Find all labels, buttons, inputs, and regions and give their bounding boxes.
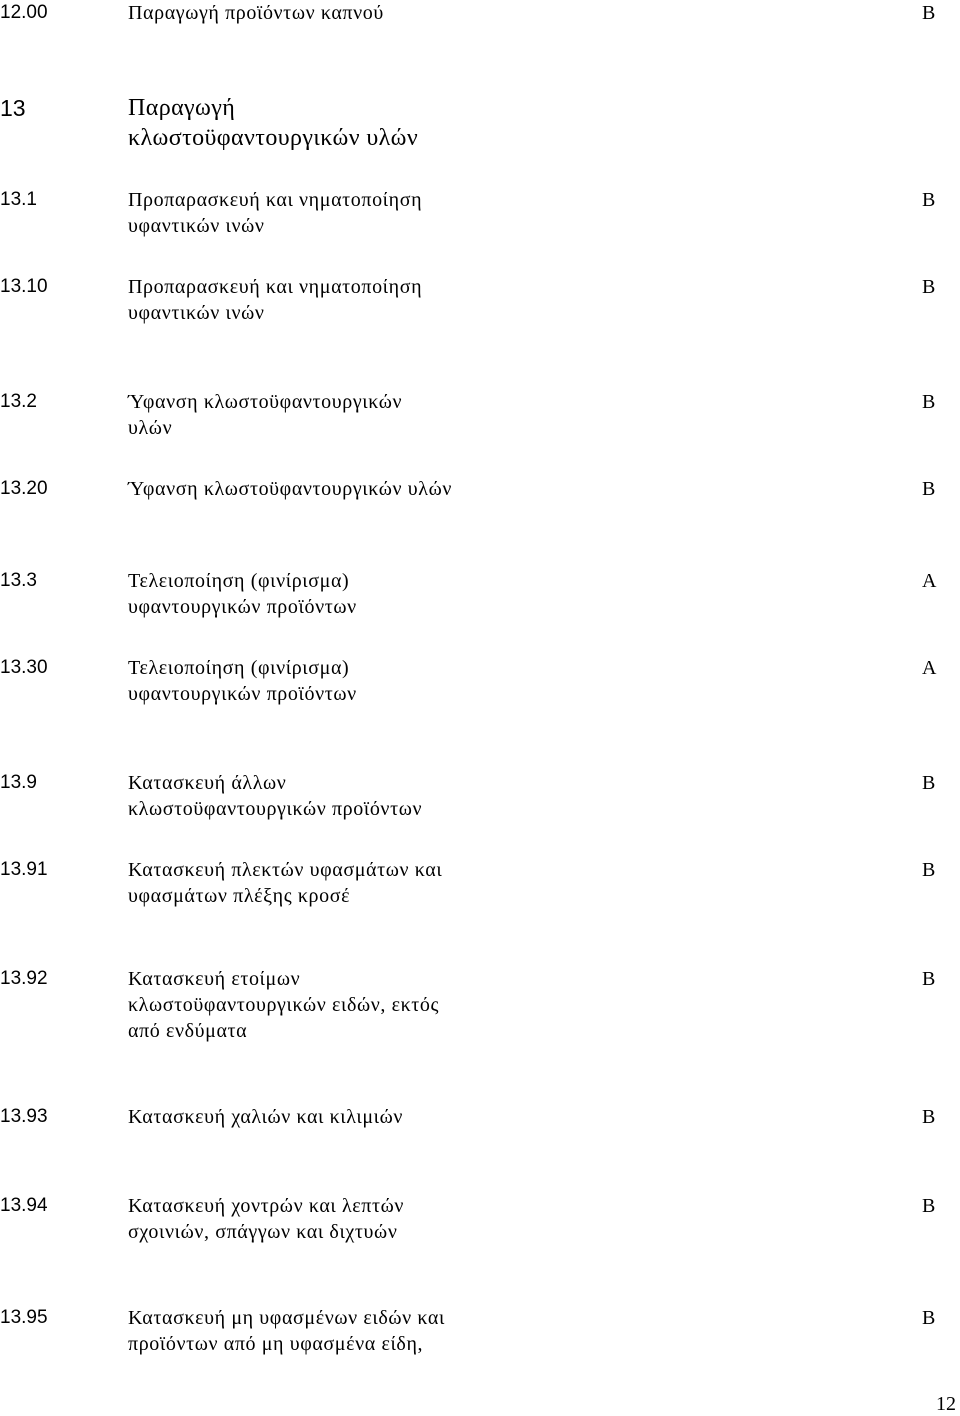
entry-description <box>128 187 508 239</box>
entry-description <box>128 389 508 441</box>
entry-code: 13.91 <box>0 859 48 880</box>
entry-description <box>128 857 508 909</box>
description-line: Κατασκευή ετοίμων <box>128 968 301 990</box>
entry-code: 13.2 <box>0 391 37 412</box>
description-line: Προπαρασκευή και νηματοποίηση <box>128 276 423 298</box>
entry-code: 13.3 <box>0 570 37 591</box>
description-line: Προπαρασκευή και νηματοποίηση <box>128 189 423 211</box>
description-line: Κατασκευή χαλιών και κιλιμιών <box>128 1106 404 1128</box>
entry-grade: Β <box>922 391 936 413</box>
description-line: υφαντουργικών προϊόντων <box>128 596 357 618</box>
entry-description <box>128 770 508 822</box>
description-line: υλών <box>128 417 173 439</box>
entry-code: 12.00 <box>0 2 48 23</box>
entry-grade: Β <box>922 189 936 211</box>
description-line: υφαντικών ινών <box>128 215 265 237</box>
entry-code: 13.30 <box>0 657 48 678</box>
entry-grade: Β <box>922 1195 936 1217</box>
entry-description <box>128 966 508 1044</box>
entry-description <box>128 568 508 620</box>
description-line: Παραγωγή <box>128 95 236 121</box>
description-line: Κατασκευή πλεκτών υφασμάτων και <box>128 859 443 881</box>
entry-description <box>128 476 508 502</box>
entry-grade: Β <box>922 2 936 24</box>
description-line: από ενδύματα <box>128 1020 248 1042</box>
entry-grade: Β <box>922 968 936 990</box>
entry-code: 13.10 <box>0 276 48 297</box>
entry-code: 13 <box>0 95 26 121</box>
entry-code: 13.9 <box>0 772 37 793</box>
description-line: κλωστοϋφαντουργικών υλών <box>128 125 419 151</box>
entry-grade: Β <box>922 1106 936 1128</box>
description-line: Τελειοποίηση (φινίρισμα) <box>128 657 350 679</box>
entry-code: 13.20 <box>0 478 48 499</box>
description-line: κλωστοϋφαντουργικών προϊόντων <box>128 798 423 820</box>
description-line: υφασμάτων πλέξης κροσέ <box>128 885 351 907</box>
description-line: Ύφανση κλωστοϋφαντουργικών υλών <box>128 478 453 500</box>
entry-description <box>128 0 508 26</box>
description-line: προϊόντων από μη υφασμένα είδη, <box>128 1333 424 1355</box>
entry-grade: Β <box>922 772 936 794</box>
description-line: υφαντουργικών προϊόντων <box>128 683 357 705</box>
description-line: κλωστοϋφαντουργικών ειδών, εκτός <box>128 994 440 1016</box>
description-line: Κατασκευή μη υφασμένων ειδών και <box>128 1307 445 1329</box>
entry-code: 13.1 <box>0 189 37 210</box>
page-number: 12 <box>936 1393 956 1415</box>
entry-grade: Β <box>922 478 936 500</box>
entry-code: 13.93 <box>0 1106 48 1127</box>
entry-code: 13.94 <box>0 1195 48 1216</box>
entry-description <box>128 93 508 153</box>
description-line: Ύφανση κλωστοϋφαντουργικών <box>128 391 403 413</box>
entry-grade: Α <box>922 570 937 592</box>
description-line: Παραγωγή προϊόντων καπνού <box>128 2 384 24</box>
entry-code: 13.92 <box>0 968 48 989</box>
description-line: Κατασκευή άλλων <box>128 772 287 794</box>
description-line: σχοινιών, σπάγγων και διχτυών <box>128 1221 398 1243</box>
entry-description <box>128 1305 508 1357</box>
entry-grade: Β <box>922 276 936 298</box>
entry-code: 13.95 <box>0 1307 48 1328</box>
entry-description <box>128 274 508 326</box>
entry-description <box>128 1193 508 1245</box>
description-line: Τελειοποίηση (φινίρισμα) <box>128 570 350 592</box>
entry-description <box>128 1104 508 1130</box>
entry-grade: Α <box>922 657 937 679</box>
entry-description <box>128 655 508 707</box>
description-line: Κατασκευή χοντρών και λεπτών <box>128 1195 405 1217</box>
entry-grade: Β <box>922 859 936 881</box>
entry-grade: Β <box>922 1307 936 1329</box>
description-line: υφαντικών ινών <box>128 302 265 324</box>
